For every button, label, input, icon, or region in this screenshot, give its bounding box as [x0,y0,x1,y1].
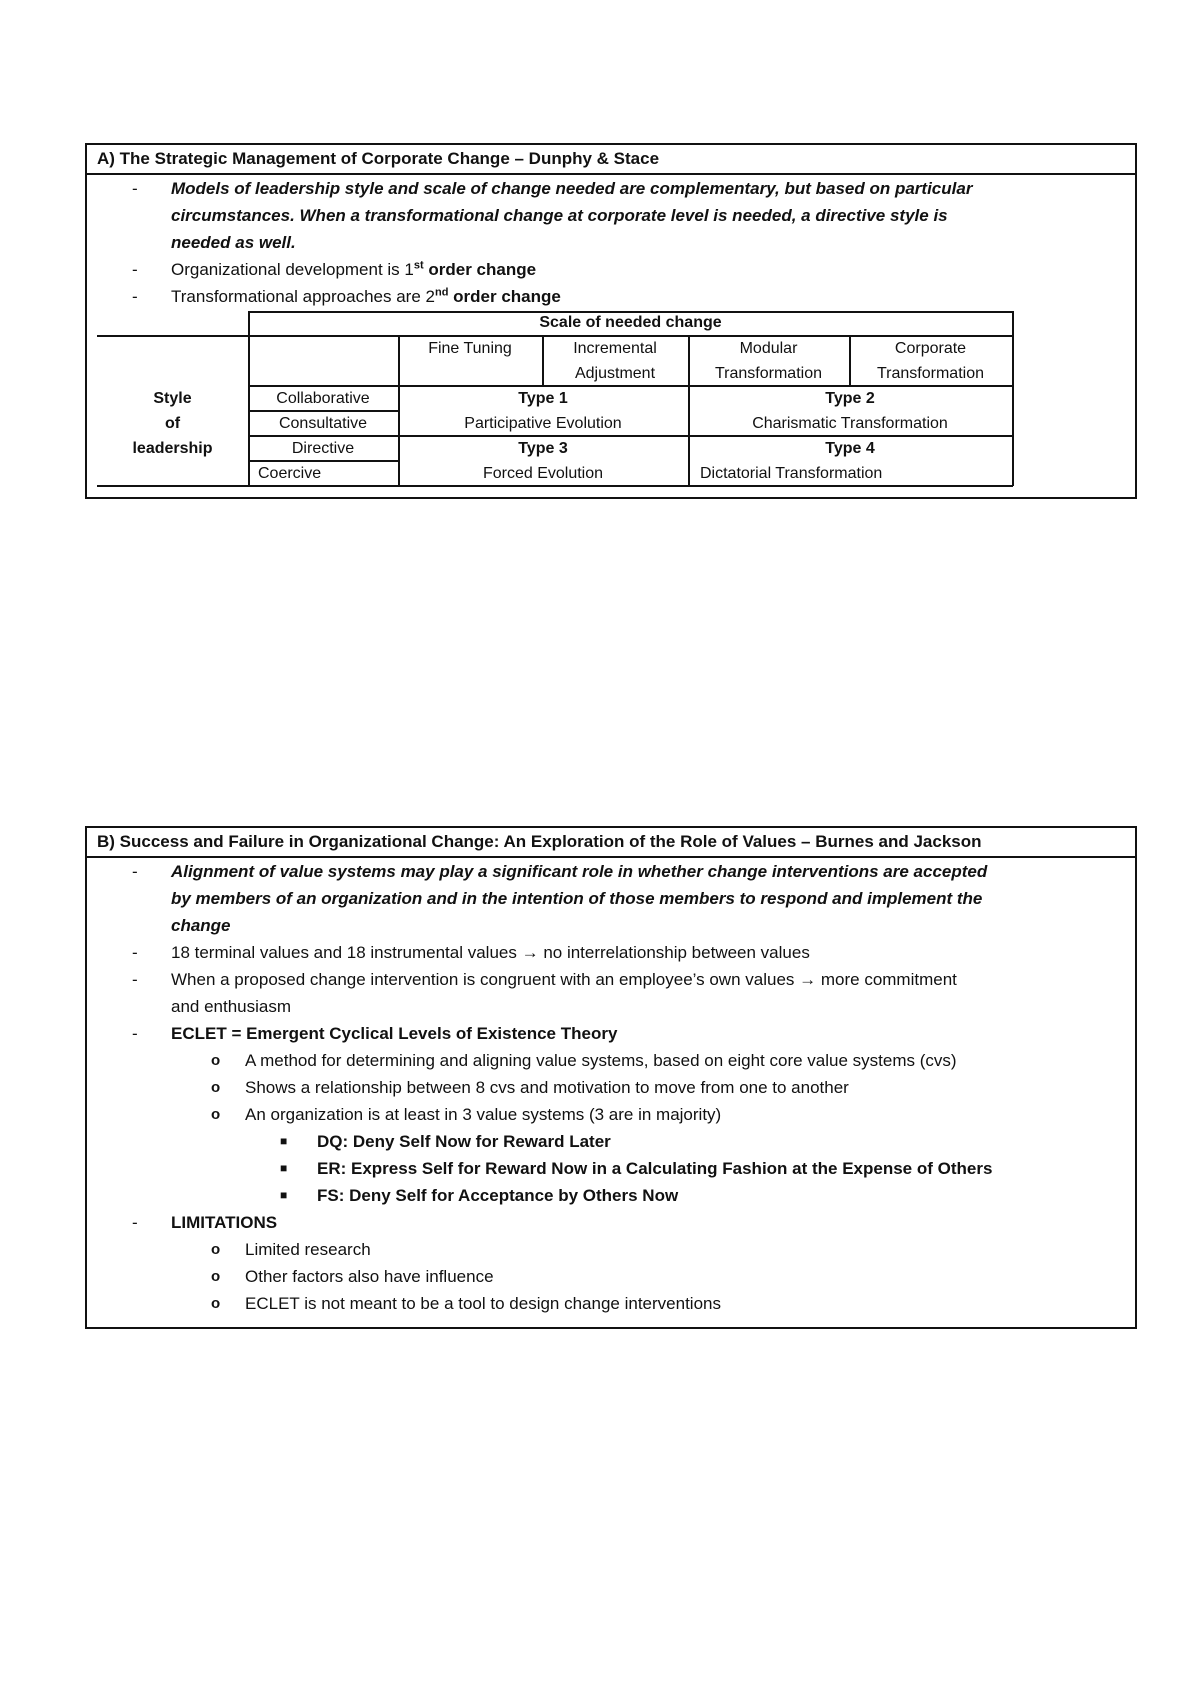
section-b-title: B) Success and Failure in Organizational Change: An Exploration of the Role of Values – Burnes and Jackson [87,828,1135,858]
arrow-icon: → [799,970,817,989]
section-a-box: A) The Strategic Management of Corporate Change – Dunphy & Stace - Models of leadership style and scale of change needed are complementary, but based on particular circumstances. When a transformational change at corporate level is needed, a directive style is needed as well. - Organizational development is 1st order change - Transformational approaches are 2nd order change Scale of needed change Fine Tuning Incremental Adjustment Modular Transformation Corporate Transformation Style of leadership Collaborative Consultative Directive Coercive Type 1 Participative Evolution Type 2 Charismatic Transformation Type 3 Forced Evolution Type 4 Dictatorial Transformation [85,143,1137,499]
type-4-cell: Type 4 Dictatorial Transformation [700,440,883,482]
style-consultative: Consultative [278,415,368,432]
leadership-change-table [87,311,1135,499]
scale-header: Scale of needed change [539,314,722,331]
section-a-title: A) The Strategic Management of Corporate Change – Dunphy & Stace [87,145,1135,175]
style-of-leadership-label: Style of leadership [132,390,213,457]
style-collaborative: Collaborative [276,390,370,407]
section-b-box: B) Success and Failure in Organizational Change: An Exploration of the Role of Values – Burnes and Jackson - Alignment of value systems may play a significant role in whether change interventions are accepted by members of an organization and in the intention of those members to respond and implement the change - 18 terminal values and 18 instrumental values → no interrelationship between values - When a proposed change intervention is congruent with an employee’s own values → more commitment and enthusiasm - ECLET = Emergent Cyclical Levels of Existence Theory o A method for determining and aligning value systems, based on eight core value systems (cvs) o Shows a relationship between 8 cvs and motivation to move from one to another o An organization is at least in 3 value systems (3 are in majority) ■ DQ: Deny Self Now for Reward Later ■ ER: Express Self for Reward Now in a Calculating Fashion at the Expense of Others ■ FS: Deny Self for Acceptance by Others Now - LIMITATIONS o Limited research o Other factors also have influence o ECLET is not meant to be a tool to design change interventions [85,826,1137,1329]
col-incremental-adjustment: Incremental Adjustment [573,340,657,382]
style-coercive: Coercive [258,465,322,482]
type-3-cell: Type 3 Forced Evolution [482,440,604,482]
arrow-icon: → [521,943,539,962]
type-2-cell: Type 2 Charismatic Transformation [752,390,948,432]
style-directive: Directive [291,440,355,457]
col-modular-transformation: Modular Transformation [715,340,822,382]
col-fine-tuning: Fine Tuning [428,340,512,357]
col-corporate-transformation: Corporate Transformation [877,340,984,382]
type-1-cell: Type 1 Participative Evolution [464,390,622,432]
